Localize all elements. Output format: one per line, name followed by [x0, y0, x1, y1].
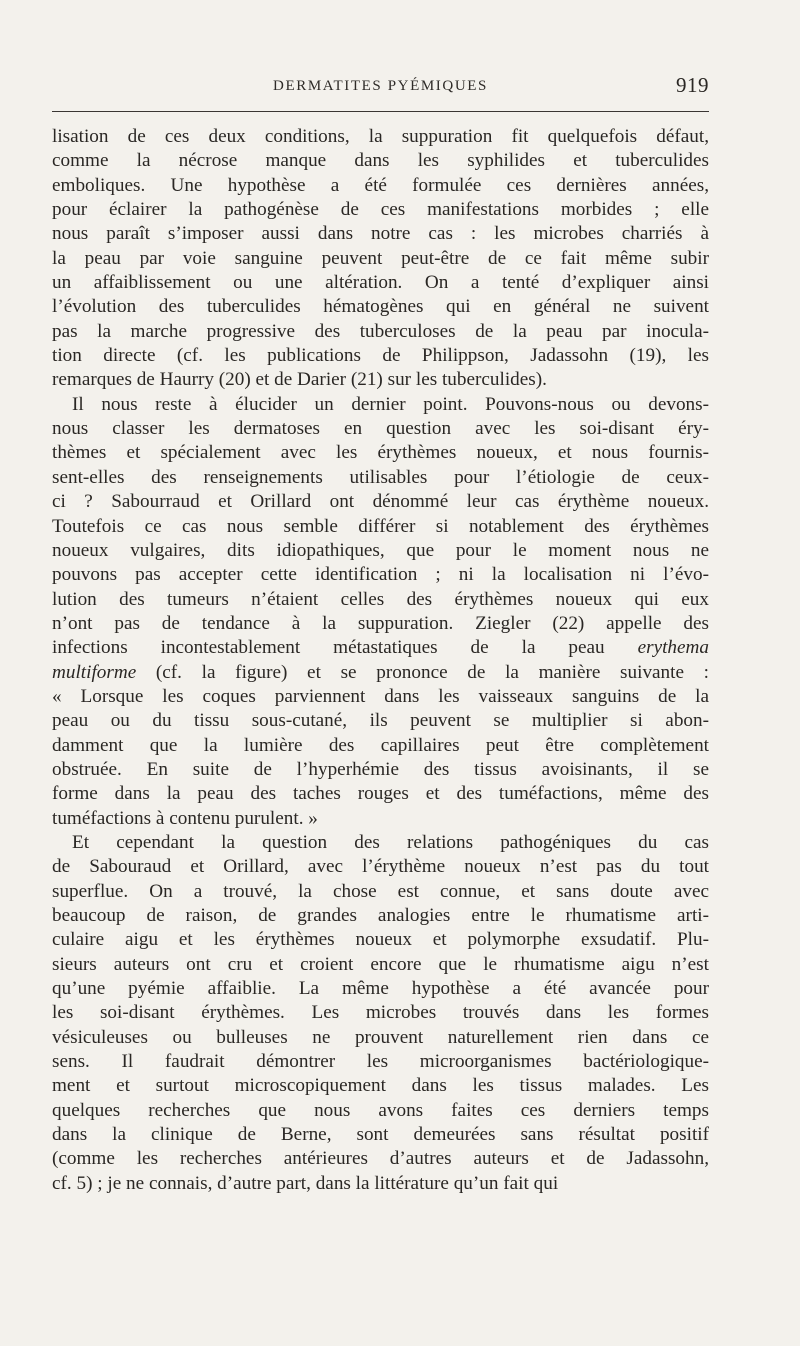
- running-header: [52, 73, 709, 102]
- text-line: vésiculeuses ou bulleuses ne prouvent naturellement rien dans ce: [52, 1026, 709, 1048]
- text-line: pour éclairer la pathogénèse de ces manifestations morbides ; elle: [52, 199, 709, 221]
- text-line: de Sabouraud et Orillard, avec l’érythème noueux n’est pas du tout: [52, 856, 709, 878]
- text-line: pouvons pas accepter cette identification ; ni la localisation ni l’évo-: [52, 564, 709, 586]
- text-line: ci ? Sabourraud et Orillard ont dénommé leur cas érythème noueux.: [52, 491, 709, 513]
- text-line: superflue. On a trouvé, la chose est connue, et sans doute avec: [52, 880, 709, 902]
- header-rule: [52, 111, 709, 112]
- text-line: remarques de Haurry (20) et de Darier (21) sur les tuberculides).: [52, 369, 547, 391]
- text-line: thèmes et spécialement avec les érythèmes noueux, et nous fournis-: [52, 442, 709, 464]
- text-line: l’évolution des tuberculides hématogènes qui en général ne suivent: [52, 296, 709, 318]
- text-line: un affaiblissement ou une altération. On a tenté d’expliquer ainsi: [52, 272, 709, 294]
- text-line: pas la marche progressive des tuberculoses de la peau par inocula-: [52, 320, 709, 342]
- running-title: DERMATITES PYÉMIQUES: [273, 78, 488, 94]
- text-line: culaire aigu et les érythèmes noueux et polymorphe exsudatif. Plu-: [52, 929, 709, 951]
- text-line: la peau par voie sanguine peuvent peut-être de ce fait même subir: [52, 247, 709, 269]
- italic-term: erythema: [637, 637, 709, 659]
- text-line: sent-elles des renseignements utilisables pour l’étiologie de ceux-: [52, 466, 709, 488]
- text-line: sieurs auteurs ont cru et croient encore que le rhumatisme aigu n’est: [52, 953, 709, 975]
- text-line: nous classer les dermatoses en question avec les soi-disant éry-: [52, 418, 709, 440]
- text-line: tion directe (cf. les publications de Philippson, Jadassohn (19), les: [52, 345, 709, 367]
- text-line: Il nous reste à élucider un dernier point. Pouvons-nous ou devons-: [72, 393, 709, 415]
- text-line: emboliques. Une hypothèse a été formulée ces dernières années,: [52, 174, 709, 196]
- italic-term: multiforme: [52, 661, 137, 683]
- text-line: sens. Il faudrait démontrer les microorganismes bactériologique-: [52, 1051, 709, 1073]
- body-text: [52, 125, 709, 1196]
- text-segment: infections incontestablement métastatiques de la peau: [52, 637, 638, 659]
- text-line: nous paraît s’imposer aussi dans notre cas : les microbes charriés à: [52, 223, 709, 245]
- text-line: obstruée. En suite de l’hyperhémie des tissus avoisinants, il se: [52, 758, 709, 780]
- text-segment: (cf. la figure) et se prononce de la manière suivante :: [136, 661, 709, 683]
- text-line: lisation de ces deux conditions, la suppuration fit quelquefois défaut,: [52, 126, 709, 147]
- text-line: n’ont pas de tendance à la suppuration. Ziegler (22) appelle des: [52, 612, 709, 634]
- text-line: « Lorsque les coques parviennent dans les vaisseaux sanguins de la: [52, 685, 709, 707]
- text-line: dans la clinique de Berne, sont demeurées sans résultat positif: [52, 1124, 709, 1146]
- text-line: quelques recherches que nous avons faites ces derniers temps: [52, 1099, 709, 1121]
- text-line: lution des tumeurs n’étaient celles des érythèmes noueux qui eux: [52, 588, 709, 610]
- text-line: [52, 636, 709, 660]
- text-line: peau ou du tissu sous-cutané, ils peuvent se multiplier si abon-: [52, 710, 709, 732]
- text-line: comme la nécrose manque dans les syphilides et tuberculides: [52, 150, 709, 172]
- text-line: qu’une pyémie affaiblie. La même hypothèse a été avancée pour: [52, 978, 709, 1000]
- text-line: (comme les recherches antérieures d’autres auteurs et de Jadassohn,: [52, 1148, 709, 1170]
- text-line: tuméfactions à contenu purulent. »: [52, 807, 318, 829]
- text-line: beaucoup de raison, de grandes analogies entre le rhumatisme arti-: [52, 905, 709, 926]
- text-line: noueux vulgaires, dits idiopathiques, que pour le moment nous ne: [52, 539, 709, 561]
- text-line: les soi-disant érythèmes. Les microbes trouvés dans les formes: [52, 1002, 709, 1024]
- page-number: 919: [676, 73, 709, 97]
- text-line: [52, 661, 709, 685]
- text-line: Toutefois ce cas nous semble différer si notablement des érythèmes: [52, 515, 709, 537]
- text-line: damment que la lumière des capillaires peut être complètement: [52, 734, 709, 756]
- text-line: ment et surtout microscopiquement dans les tissus malades. Les: [52, 1075, 709, 1097]
- text-line: Et cependant la question des relations pathogéniques du cas: [72, 831, 709, 853]
- text-line: cf. 5) ; je ne connais, d’autre part, dans la littérature qu’un fait qui: [52, 1172, 559, 1194]
- text-line: forme dans la peau des taches rouges et des tuméfactions, même des: [52, 783, 709, 805]
